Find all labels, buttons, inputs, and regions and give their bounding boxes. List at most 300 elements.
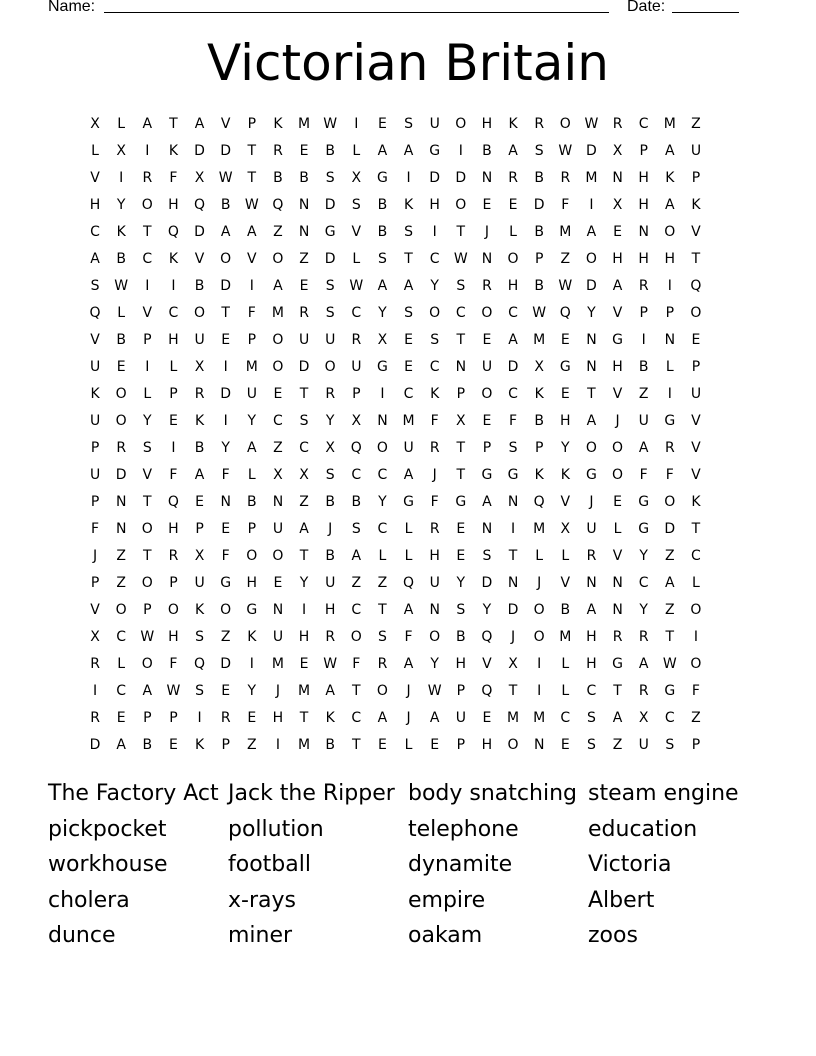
grid-letter: N — [298, 197, 310, 213]
grid-letter: E — [613, 494, 622, 510]
grid-letter: O — [612, 467, 624, 483]
grid-letter: B — [247, 494, 257, 510]
grid-letter: A — [403, 656, 414, 672]
grid-letter: J — [510, 629, 516, 645]
grid-letter: C — [429, 359, 440, 375]
grid-letter: X — [612, 143, 623, 159]
grid-letter: A — [220, 224, 231, 240]
grid-row — [82, 411, 736, 438]
grid-letter: H — [429, 197, 440, 213]
grid-letter: I — [171, 278, 176, 294]
grid-letter: P — [169, 575, 178, 591]
grid-letter: X — [377, 332, 388, 348]
word-list-item: empire — [408, 887, 486, 913]
grid-letter: Y — [143, 413, 152, 429]
grid-letter: H — [298, 629, 310, 645]
grid-letter: B — [377, 224, 388, 240]
grid-letter: X — [273, 467, 283, 483]
grid-letter: A — [665, 143, 675, 159]
grid-letter: K — [168, 251, 179, 267]
grid-letter: Z — [665, 548, 675, 564]
word-list-item: Victoria — [588, 852, 672, 878]
grid-letter: E — [221, 332, 231, 348]
grid-letter: W — [453, 251, 468, 267]
grid-letter: C — [351, 710, 362, 726]
grid-letter: D — [507, 602, 519, 618]
grid-letter: J — [615, 413, 620, 429]
grid-letter: U — [638, 413, 649, 429]
grid-letter: N — [272, 602, 284, 618]
grid-letter: Z — [220, 629, 231, 645]
grid-letter: X — [90, 629, 100, 645]
grid-letter: Y — [430, 278, 439, 294]
grid-letter: R — [116, 440, 127, 456]
grid-row — [82, 141, 736, 168]
grid-letter: A — [508, 143, 518, 159]
grid-letter: O — [246, 548, 258, 564]
word-list-item: cholera — [48, 887, 130, 913]
grid-letter: S — [404, 116, 413, 132]
grid-letter: N — [115, 494, 127, 510]
grid-letter: A — [194, 116, 205, 132]
grid-letter: N — [612, 575, 623, 591]
grid-letter: X — [456, 413, 466, 429]
word-list-item: x-rays — [228, 887, 296, 913]
grid-letter: X — [90, 116, 100, 132]
grid-letter: V — [142, 305, 153, 321]
grid-letter: E — [116, 710, 126, 726]
grid-letter: R — [612, 116, 623, 132]
grid-letter: I — [432, 224, 437, 240]
grid-letter: N — [481, 521, 493, 537]
grid-letter: O — [115, 386, 127, 402]
grid-letter: R — [638, 683, 649, 699]
grid-letter: D — [89, 737, 101, 753]
grid-letter: I — [145, 143, 150, 159]
grid-letter: O — [585, 440, 597, 456]
grid-letter: U — [481, 359, 493, 375]
grid-letter: K — [90, 386, 100, 402]
word-list-item: dynamite — [408, 852, 513, 878]
grid-letter: M — [271, 305, 284, 321]
grid-row — [82, 330, 736, 357]
grid-letter: A — [247, 440, 257, 456]
grid-letter: A — [586, 602, 597, 618]
grid-letter: B — [534, 224, 544, 240]
grid-letter: A — [273, 278, 283, 294]
grid-letter: P — [456, 386, 466, 402]
grid-letter: Y — [247, 683, 257, 699]
grid-letter: L — [117, 656, 126, 672]
grid-row — [82, 357, 736, 384]
grid-letter: G — [377, 170, 388, 186]
grid-row — [82, 681, 736, 708]
grid-letter: Y — [299, 575, 309, 591]
grid-letter: U — [690, 143, 702, 159]
grid-letter: I — [693, 629, 698, 645]
grid-letter: O — [272, 359, 284, 375]
grid-letter: M — [533, 710, 546, 726]
grid-letter: K — [534, 467, 544, 483]
word-list-item: The Factory Act — [48, 781, 219, 806]
grid-letter: M — [559, 629, 572, 645]
grid-letter: A — [377, 143, 388, 159]
grid-letter: S — [482, 548, 492, 564]
grid-letter: P — [247, 116, 257, 132]
grid-letter: U — [429, 575, 440, 591]
grid-letter: U — [638, 737, 649, 753]
grid-letter: I — [92, 683, 98, 699]
grid-letter: Q — [350, 440, 362, 456]
grid-letter: P — [665, 305, 675, 321]
grid-letter: G — [429, 143, 441, 159]
grid-letter: R — [508, 170, 518, 186]
grid-letter: T — [508, 548, 518, 564]
grid-letter: T — [587, 386, 596, 402]
grid-letter: I — [589, 197, 594, 213]
grid-letter: D — [220, 386, 232, 402]
grid-letter: I — [171, 440, 176, 456]
grid-letter: H — [638, 197, 649, 213]
grid-letter: P — [691, 359, 701, 375]
grid-letter: W — [349, 278, 364, 294]
grid-letter: H — [429, 548, 440, 564]
grid-letter: P — [456, 683, 466, 699]
grid-letter: V — [612, 386, 623, 402]
grid-letter: U — [298, 332, 310, 348]
grid-letter: V — [247, 251, 257, 267]
grid-letter: A — [403, 278, 414, 294]
grid-letter: H — [586, 656, 597, 672]
grid-letter: A — [90, 251, 100, 267]
grid-letter: Q — [481, 629, 493, 645]
grid-letter: E — [169, 413, 178, 429]
grid-letter: V — [691, 224, 701, 240]
grid-letter: C — [586, 683, 597, 699]
grid-letter: O — [141, 521, 153, 537]
grid-letter: C — [351, 305, 362, 321]
grid-letter: W — [427, 683, 442, 699]
grid-letter: R — [429, 521, 440, 537]
grid-letter: B — [116, 251, 126, 267]
grid-letter: P — [691, 170, 701, 186]
grid-letter: O — [664, 224, 676, 240]
grid-letter: Z — [247, 737, 257, 753]
grid-letter: S — [351, 521, 361, 537]
grid-letter: O — [612, 440, 624, 456]
grid-letter: M — [298, 737, 311, 753]
grid-letter: Q — [194, 656, 206, 672]
grid-letter: E — [299, 143, 309, 159]
grid-letter: T — [456, 224, 466, 240]
grid-letter: G — [324, 224, 336, 240]
grid-letter: Q — [533, 494, 545, 510]
grid-letter: R — [612, 629, 623, 645]
grid-letter: C — [168, 305, 179, 321]
grid-letter: T — [143, 548, 152, 564]
grid-letter: K — [665, 170, 675, 186]
grid-letter: O — [455, 197, 467, 213]
grid-letter: P — [143, 332, 152, 348]
grid-letter: S — [377, 251, 387, 267]
grid-letter: B — [482, 143, 492, 159]
grid-letter: A — [638, 656, 649, 672]
grid-letter: Q — [194, 197, 206, 213]
grid-letter: I — [223, 413, 228, 429]
grid-letter: H — [664, 251, 676, 267]
grid-letter: V — [142, 467, 153, 483]
grid-letter: B — [325, 548, 335, 564]
grid-letter: N — [612, 170, 623, 186]
grid-letter: W — [558, 143, 573, 159]
grid-letter: P — [534, 440, 544, 456]
grid-letter: G — [638, 494, 650, 510]
grid-letter: P — [456, 737, 466, 753]
grid-letter: S — [325, 305, 335, 321]
grid-letter: G — [403, 494, 414, 510]
grid-letter: R — [638, 278, 649, 294]
grid-letter: M — [533, 521, 546, 537]
grid-letter: P — [90, 494, 100, 510]
grid-letter: G — [586, 467, 597, 483]
grid-letter: H — [612, 251, 623, 267]
grid-letter: G — [455, 494, 467, 510]
grid-letter: S — [430, 332, 440, 348]
grid-letter: E — [560, 332, 570, 348]
grid-letter: A — [482, 494, 492, 510]
grid-letter: P — [482, 440, 492, 456]
grid-letter: D — [507, 359, 519, 375]
grid-letter: A — [142, 683, 153, 699]
grid-letter: F — [169, 656, 178, 672]
grid-letter: L — [247, 467, 256, 483]
grid-row — [82, 465, 736, 492]
grid-letter: T — [378, 602, 387, 618]
grid-letter: T — [247, 170, 257, 186]
grid-letter: H — [638, 170, 649, 186]
grid-letter: K — [247, 629, 257, 645]
grid-letter: K — [194, 602, 205, 618]
grid-letter: N — [533, 737, 545, 753]
grid-row — [82, 519, 736, 546]
grid-letter: I — [667, 278, 672, 294]
grid-letter: H — [272, 710, 284, 726]
grid-letter: M — [559, 224, 572, 240]
grid-letter: T — [456, 467, 466, 483]
grid-letter: D — [324, 251, 336, 267]
grid-letter: N — [455, 359, 467, 375]
grid-letter: R — [429, 440, 440, 456]
grid-letter: I — [145, 359, 150, 375]
grid-letter: Y — [561, 440, 570, 456]
grid-letter: S — [456, 602, 466, 618]
grid-letter: Q — [690, 278, 702, 294]
grid-letter: D — [220, 656, 232, 672]
grid-letter: O — [455, 116, 467, 132]
grid-letter: Z — [299, 251, 309, 267]
grid-letter: L — [404, 521, 413, 537]
grid-letter: X — [612, 197, 623, 213]
grid-letter: E — [430, 737, 440, 753]
grid-letter: C — [351, 467, 362, 483]
grid-letter: F — [430, 494, 439, 510]
grid-letter: J — [589, 494, 594, 510]
grid-letter: V — [691, 413, 701, 429]
grid-letter: E — [456, 521, 466, 537]
grid-letter: T — [456, 440, 466, 456]
grid-letter: C — [638, 116, 649, 132]
grid-letter: V — [560, 575, 571, 591]
grid-letter: E — [613, 224, 622, 240]
grid-letter: A — [403, 602, 414, 618]
name-field-line — [104, 12, 609, 13]
grid-letter: T — [352, 683, 361, 699]
grid-letter: M — [271, 656, 284, 672]
grid-letter: Z — [665, 602, 675, 618]
grid-letter: I — [380, 386, 385, 402]
grid-letter: W — [218, 170, 233, 186]
grid-letter: K — [560, 467, 570, 483]
grid-row — [82, 384, 736, 411]
grid-letter: F — [221, 467, 230, 483]
grid-letter: H — [586, 629, 597, 645]
grid-letter: R — [664, 440, 675, 456]
grid-letter: F — [404, 629, 413, 645]
grid-letter: Z — [691, 710, 701, 726]
grid-letter: W — [114, 278, 129, 294]
grid-letter: Z — [273, 440, 283, 456]
grid-letter: Z — [691, 116, 701, 132]
grid-letter: L — [404, 737, 413, 753]
grid-letter: T — [613, 683, 622, 699]
grid-letter: I — [197, 710, 202, 726]
grid-letter: D — [455, 170, 467, 186]
grid-letter: I — [249, 656, 254, 672]
grid-letter: R — [142, 170, 153, 186]
grid-letter: N — [507, 494, 519, 510]
grid-letter: A — [612, 710, 623, 726]
grid-letter: L — [665, 359, 674, 375]
grid-letter: D — [324, 197, 336, 213]
grid-letter: R — [377, 656, 388, 672]
grid-letter: R — [325, 629, 336, 645]
grid-letter: C — [377, 521, 388, 537]
grid-letter: A — [586, 413, 597, 429]
grid-letter: T — [247, 143, 257, 159]
grid-letter: R — [90, 710, 100, 726]
grid-letter: B — [351, 494, 362, 510]
grid-letter: B — [273, 170, 283, 186]
grid-letter: Q — [272, 197, 284, 213]
grid-letter: G — [220, 575, 232, 591]
grid-letter: N — [298, 224, 310, 240]
grid-letter: D — [298, 359, 310, 375]
grid-letter: Y — [378, 305, 387, 321]
grid-letter: I — [249, 278, 254, 294]
grid-letter: L — [378, 548, 387, 564]
grid-letter: B — [116, 332, 126, 348]
grid-letter: Y — [430, 656, 439, 672]
grid-letter: G — [559, 359, 571, 375]
grid-letter: J — [275, 683, 280, 699]
grid-letter: A — [403, 467, 414, 483]
grid-letter: I — [354, 116, 359, 132]
grid-letter: T — [456, 332, 466, 348]
grid-letter: P — [639, 143, 648, 159]
grid-letter: L — [352, 251, 361, 267]
grid-letter: Y — [221, 440, 230, 456]
grid-letter: K — [168, 143, 179, 159]
grid-letter: A — [638, 440, 649, 456]
grid-letter: Y — [639, 548, 648, 564]
grid-letter: A — [194, 467, 205, 483]
word-list-item: oakam — [408, 923, 483, 949]
grid-letter: L — [509, 224, 517, 240]
grid-letter: C — [90, 224, 100, 240]
grid-letter: H — [481, 737, 493, 753]
grid-letter: L — [117, 116, 126, 132]
grid-letter: X — [534, 359, 544, 375]
grid-letter: S — [325, 170, 335, 186]
grid-letter: E — [169, 737, 178, 753]
grid-letter: U — [272, 629, 284, 645]
grid-letter: E — [221, 521, 231, 537]
grid-letter: T — [143, 224, 152, 240]
word-list-item: football — [228, 852, 311, 878]
puzzle-title: Victorian Britain — [207, 34, 609, 92]
grid-letter: T — [404, 251, 413, 267]
grid-letter: J — [406, 710, 411, 726]
grid-row — [82, 735, 736, 762]
letter-grid — [82, 114, 736, 762]
grid-letter: G — [377, 359, 388, 375]
grid-letter: Q — [559, 305, 571, 321]
grid-letter: S — [377, 629, 387, 645]
grid-letter: R — [586, 548, 597, 564]
grid-letter: X — [351, 170, 362, 186]
grid-letter: P — [247, 332, 257, 348]
grid-letter: R — [534, 116, 545, 132]
grid-letter: S — [142, 440, 152, 456]
grid-letter: B — [194, 440, 205, 456]
grid-letter: B — [325, 494, 335, 510]
grid-letter: N — [220, 494, 231, 510]
grid-letter: N — [586, 359, 597, 375]
grid-letter: V — [351, 224, 362, 240]
grid-letter: O — [220, 251, 232, 267]
grid-letter: E — [482, 197, 492, 213]
grid-letter: C — [273, 413, 283, 429]
grid-letter: N — [429, 602, 440, 618]
grid-letter: J — [328, 521, 333, 537]
grid-letter: V — [90, 170, 100, 186]
grid-letter: D — [664, 521, 676, 537]
grid-letter: O — [690, 602, 702, 618]
grid-row — [82, 708, 736, 735]
word-list-item: pollution — [228, 816, 324, 842]
grid-letter: K — [194, 737, 205, 753]
grid-letter: N — [377, 413, 388, 429]
grid-letter: K — [403, 197, 414, 213]
grid-letter: K — [508, 116, 518, 132]
grid-letter: B — [534, 170, 544, 186]
grid-letter: J — [432, 467, 437, 483]
grid-letter: T — [665, 629, 675, 645]
grid-letter: A — [142, 116, 153, 132]
grid-letter: I — [667, 386, 672, 402]
grid-letter: E — [378, 116, 387, 132]
grid-letter: L — [561, 548, 570, 564]
